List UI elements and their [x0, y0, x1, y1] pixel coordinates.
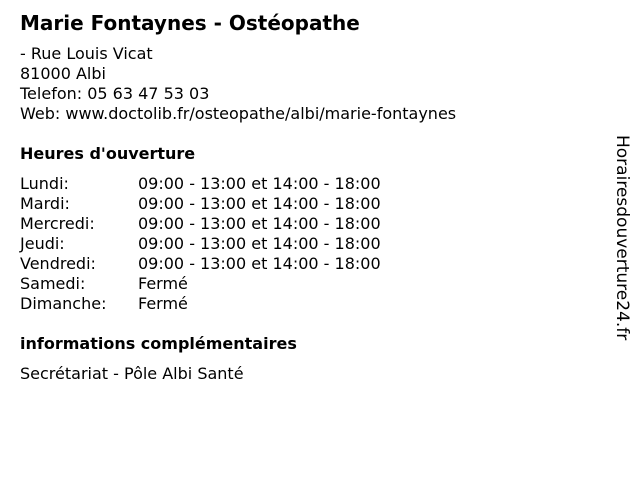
- day-label: Mardi:: [20, 194, 70, 213]
- opening-hours-heading: Heures d'ouverture: [20, 144, 196, 163]
- day-label: Mercredi:: [20, 214, 95, 233]
- hours-value: 09:00 - 13:00 et 14:00 - 18:00: [138, 174, 381, 193]
- hours-value: 09:00 - 13:00 et 14:00 - 18:00: [138, 254, 381, 273]
- hours-value: 09:00 - 13:00 et 14:00 - 18:00: [138, 214, 381, 233]
- site-watermark: Horairesdouverture24.fr: [612, 135, 632, 341]
- additional-info-heading: informations complémentaires: [20, 334, 297, 353]
- day-label: Jeudi:: [20, 234, 65, 253]
- postal-city: 81000 Albi: [20, 64, 106, 83]
- day-label: Vendredi:: [20, 254, 96, 273]
- page-title: Marie Fontaynes - Ostéopathe: [20, 11, 360, 35]
- phone-number: Telefon: 05 63 47 53 03: [20, 84, 210, 103]
- day-label: Dimanche:: [20, 294, 107, 313]
- day-label: Samedi:: [20, 274, 86, 293]
- street-address: - Rue Louis Vicat: [20, 44, 153, 63]
- hours-value: Fermé: [138, 294, 188, 313]
- hours-value: 09:00 - 13:00 et 14:00 - 18:00: [138, 234, 381, 253]
- hours-value: 09:00 - 13:00 et 14:00 - 18:00: [138, 194, 381, 213]
- website-link[interactable]: Web: www.doctolib.fr/osteopathe/albi/marie-fontaynes: [20, 104, 457, 123]
- address-block: [20, 44, 456, 124]
- additional-info-text: Secrétariat - Pôle Albi Santé: [20, 364, 244, 383]
- day-label: Lundi:: [20, 174, 69, 193]
- hours-value: Fermé: [138, 274, 188, 293]
